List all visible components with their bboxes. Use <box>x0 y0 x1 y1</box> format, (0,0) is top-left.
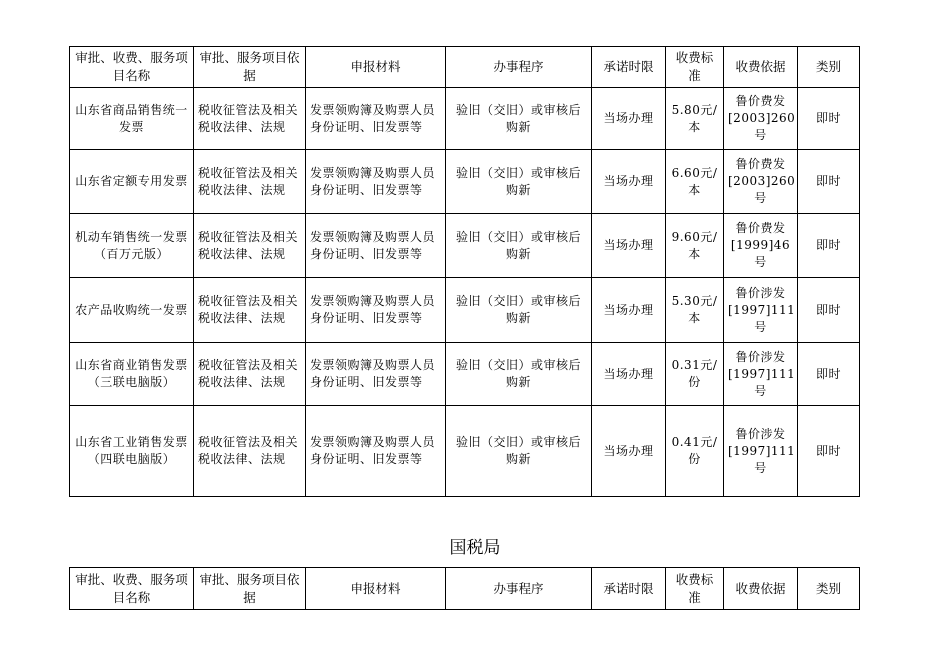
header-category: 类别 <box>798 568 860 610</box>
cell-materials: 发票领购簿及购票人员身份证明、旧发票等 <box>306 214 446 278</box>
header-time-limit: 承诺时限 <box>592 568 666 610</box>
header-procedure: 办事程序 <box>446 47 592 88</box>
cell-basis: 税收征管法及相关税收法律、法规 <box>194 150 306 214</box>
cell-fee-basis: 鲁价涉发[1997]111号 <box>724 278 798 343</box>
cell-item-name: 农产品收购统一发票 <box>70 278 194 343</box>
cell-fee: 5.30元/本 <box>666 278 724 343</box>
cell-fee: 0.41元/份 <box>666 406 724 497</box>
cell-category: 即时 <box>798 343 860 406</box>
cell-fee-basis: 鲁价涉发[1997]111号 <box>724 406 798 497</box>
cell-fee-basis: 鲁价费发[2003]260号 <box>724 150 798 214</box>
cell-procedure: 验旧（交旧）或审核后购新 <box>446 88 592 150</box>
cell-fee: 9.60元/本 <box>666 214 724 278</box>
cell-materials: 发票领购簿及购票人员身份证明、旧发票等 <box>306 406 446 497</box>
cell-materials: 发票领购簿及购票人员身份证明、旧发票等 <box>306 88 446 150</box>
cell-basis: 税收征管法及相关税收法律、法规 <box>194 406 306 497</box>
cell-fee-basis: 鲁价费发[2003]260号 <box>724 88 798 150</box>
cell-item-name: 山东省工业销售发票（四联电脑版） <box>70 406 194 497</box>
cell-basis: 税收征管法及相关税收法律、法规 <box>194 214 306 278</box>
fee-table-2 <box>69 567 860 610</box>
cell-procedure: 验旧（交旧）或审核后购新 <box>446 278 592 343</box>
cell-fee: 0.31元/份 <box>666 343 724 406</box>
cell-time-limit: 当场办理 <box>592 278 666 343</box>
table-row <box>70 88 860 150</box>
header-basis: 审批、服务项目依据 <box>194 568 306 610</box>
table-header-row <box>70 47 860 88</box>
header-fee-basis: 收费依据 <box>724 47 798 88</box>
cell-category: 即时 <box>798 150 860 214</box>
cell-basis: 税收征管法及相关税收法律、法规 <box>194 88 306 150</box>
table-row <box>70 278 860 343</box>
cell-item-name: 山东省定额专用发票 <box>70 150 194 214</box>
cell-category: 即时 <box>798 214 860 278</box>
header-basis: 审批、服务项目依据 <box>194 47 306 88</box>
header-procedure: 办事程序 <box>446 568 592 610</box>
header-materials: 申报材料 <box>306 47 446 88</box>
header-category: 类别 <box>798 47 860 88</box>
cell-materials: 发票领购簿及购票人员身份证明、旧发票等 <box>306 343 446 406</box>
cell-category: 即时 <box>798 406 860 497</box>
cell-procedure: 验旧（交旧）或审核后购新 <box>446 150 592 214</box>
header-materials: 申报材料 <box>306 568 446 610</box>
cell-materials: 发票领购簿及购票人员身份证明、旧发票等 <box>306 150 446 214</box>
table-header-row <box>70 568 860 610</box>
table-row <box>70 343 860 406</box>
header-fee-basis: 收费依据 <box>724 568 798 610</box>
cell-fee-basis: 鲁价费发[1999]46号 <box>724 214 798 278</box>
cell-basis: 税收征管法及相关税收法律、法规 <box>194 343 306 406</box>
table-row <box>70 406 860 497</box>
header-fee: 收费标准 <box>666 47 724 88</box>
cell-category: 即时 <box>798 278 860 343</box>
cell-materials: 发票领购簿及购票人员身份证明、旧发票等 <box>306 278 446 343</box>
cell-fee: 5.80元/本 <box>666 88 724 150</box>
cell-time-limit: 当场办理 <box>592 343 666 406</box>
table-row <box>70 214 860 278</box>
section-title: 国税局 <box>449 538 501 558</box>
cell-procedure: 验旧（交旧）或审核后购新 <box>446 406 592 497</box>
table-row <box>70 150 860 214</box>
cell-time-limit: 当场办理 <box>592 150 666 214</box>
cell-procedure: 验旧（交旧）或审核后购新 <box>446 214 592 278</box>
cell-basis: 税收征管法及相关税收法律、法规 <box>194 278 306 343</box>
header-item-name: 审批、收费、服务项目名称 <box>70 568 194 610</box>
header-time-limit: 承诺时限 <box>592 47 666 88</box>
header-fee: 收费标准 <box>666 568 724 610</box>
cell-procedure: 验旧（交旧）或审核后购新 <box>446 343 592 406</box>
header-item-name: 审批、收费、服务项目名称 <box>70 47 194 88</box>
cell-fee-basis: 鲁价涉发[1997]111号 <box>724 343 798 406</box>
fee-table <box>69 46 860 497</box>
cell-item-name: 机动车销售统一发票（百万元版） <box>70 214 194 278</box>
cell-item-name: 山东省商品销售统一发票 <box>70 88 194 150</box>
cell-fee: 6.60元/本 <box>666 150 724 214</box>
cell-category: 即时 <box>798 88 860 150</box>
cell-time-limit: 当场办理 <box>592 406 666 497</box>
cell-item-name: 山东省商业销售发票（三联电脑版） <box>70 343 194 406</box>
cell-time-limit: 当场办理 <box>592 214 666 278</box>
cell-time-limit: 当场办理 <box>592 88 666 150</box>
